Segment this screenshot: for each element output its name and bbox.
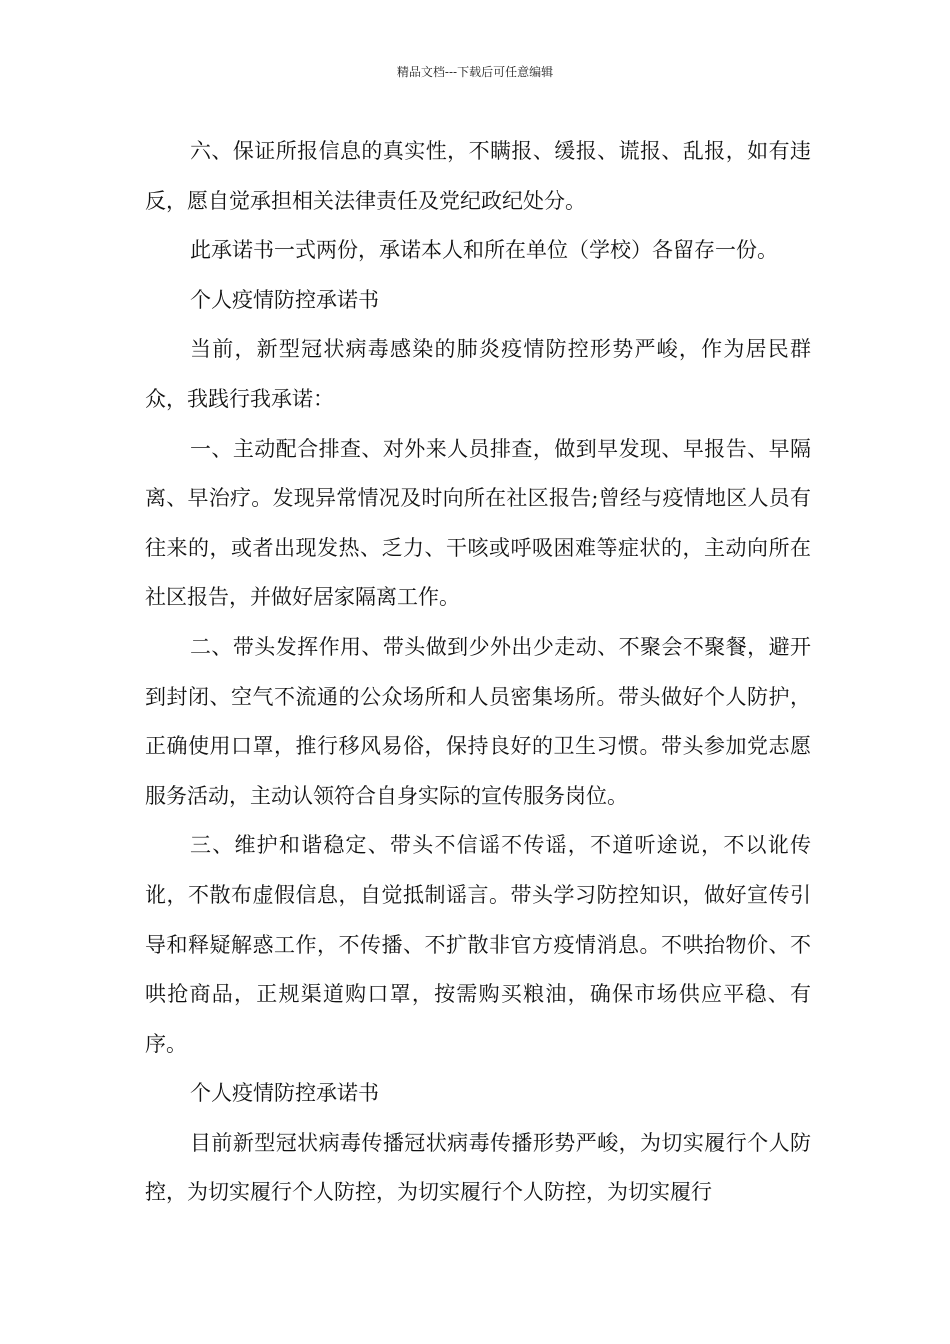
paragraph-2: [145, 623, 811, 821]
line: 人防护，正确使用口罩，推行移风易俗，保持良好的卫生习惯。带: [145, 684, 811, 759]
line: 个人疫情防控承诺书: [190, 287, 379, 312]
line: 头参加党志愿服务活动，主动认领符合自身实际的宣传服务岗位。: [145, 734, 811, 808]
line: 区人员有往来的，或者出现发热、乏力、干咳或呼吸困难等症状的，: [145, 486, 812, 560]
line: 主动向所在社区报告，并做好居家隔离工作。: [145, 535, 811, 610]
line: 有违反，愿自觉承担相关法律责任及党纪政纪处分。: [145, 139, 812, 213]
line: 一、主动配合排查、对外来人员排查，做到早发现、早报告、: [190, 436, 769, 461]
line: 目前新型冠状病毒传播冠状病毒传播形势严峻，为切实履行个: [190, 1130, 769, 1155]
line: 避开到封闭、空气不流通的公众场所和人员密集场所。带头做好个: [145, 634, 812, 709]
paragraph-current: [145, 1119, 811, 1218]
paragraph-copies: [145, 226, 811, 276]
line: 抬物价、不哄抢商品，正规渠道购口罩，按需购买粮油，确保市场: [145, 932, 811, 1007]
line: 此承诺书一式两份，承诺本人和所在单位（学校）各留存一份。: [190, 238, 778, 263]
paragraph-intro: [145, 325, 811, 424]
line: 供应平稳、有序。: [145, 982, 812, 1056]
paragraph-1: [145, 425, 811, 623]
line: 当前，新型冠状病毒感染的肺炎疫情防控形势严峻，作为居民: [190, 337, 790, 362]
line: 人防控，为切实履行个人防控，为切实履行个人防控，为切实履行: [145, 1130, 812, 1205]
line: 三、维护和谐稳定、带头不信谣不传谣，不道听途说，不以讹: [190, 833, 790, 858]
page-header: 精品文档---下载后可任意编辑: [396, 65, 554, 79]
section-title: [145, 1069, 811, 1119]
section-title: [145, 276, 811, 326]
line: 个人疫情防控承诺书: [190, 1081, 379, 1106]
line: 传讹，不散布虚假信息，自觉抵制谣言。带头学习防控知识，做好: [145, 833, 811, 907]
document-body: [145, 127, 811, 1218]
line: 六、保证所报信息的真实性，不瞒报、缓报、谎报、乱报，如: [190, 139, 769, 163]
paragraph-3: [145, 821, 811, 1069]
line: 二、带头发挥作用、带头做到少外出少走动、不聚会不聚餐，: [190, 634, 769, 659]
line: 宣传引导和释疑解惑工作，不传播、不扩散非官方疫情消息。不哄: [145, 882, 811, 957]
line: 群众，我践行我承诺：: [145, 337, 811, 411]
line: 早隔离、早治疗。发现异常情况及时向所在社区报告;曾经与疫情地: [145, 436, 812, 511]
paragraph-6: [145, 127, 811, 226]
